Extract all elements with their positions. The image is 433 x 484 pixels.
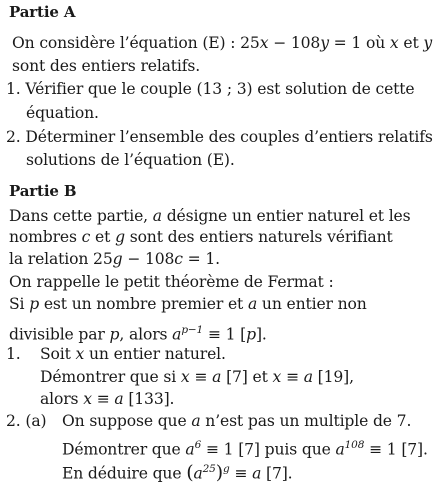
- text: ].: [255, 325, 267, 344]
- var-a: a: [303, 368, 313, 386]
- partie-b-question-2a-number: 2. (a): [6, 412, 47, 430]
- var-a: a: [193, 464, 203, 483]
- text: [19],: [312, 368, 354, 386]
- text: = 1.: [182, 250, 220, 268]
- var-a: a: [152, 207, 162, 225]
- paren: (: [186, 461, 194, 484]
- partie-b-line-2: [9, 227, 393, 247]
- text: un entier non: [257, 295, 367, 313]
- text: ≡ 1 [7] puis que: [201, 440, 336, 459]
- var-g: g: [112, 250, 123, 268]
- var-g: g: [115, 228, 125, 246]
- partie-a-intro-line-1: [12, 33, 432, 53]
- text: Soit: [40, 345, 76, 363]
- var-c: c: [174, 250, 183, 268]
- partie-b-line-6: [9, 320, 267, 345]
- exponent: 108: [344, 439, 365, 451]
- var-y: y: [423, 34, 433, 52]
- text: un entier naturel.: [84, 345, 226, 363]
- exponent: 6: [194, 439, 202, 451]
- partie-a-question-1: 1. Vérifier que le couple (13 ; 3) est solution de cette: [6, 80, 415, 98]
- var-a: a: [191, 412, 201, 430]
- text: Démontrer que si: [40, 368, 181, 386]
- text: alors: [40, 390, 84, 408]
- partie-b-question-2a-line-2: [62, 435, 428, 460]
- partie-a-heading: Partie A: [9, 3, 76, 21]
- var-x: x: [75, 345, 85, 363]
- text: ≡: [281, 368, 304, 386]
- text: − 108: [122, 250, 175, 268]
- text: ≡ 1 [: [203, 325, 247, 344]
- var-a: a: [172, 325, 182, 344]
- text: [7].: [261, 464, 293, 483]
- text: En déduire que: [62, 464, 187, 483]
- partie-a-question-1-cont: équation.: [26, 104, 99, 122]
- text: [7] et: [221, 368, 273, 386]
- partie-b-question-2a-line-3: [62, 459, 293, 484]
- var-x: x: [180, 368, 190, 386]
- partie-a-question-2: 2. Déterminer l’ensemble des couples d’entiers relatifs: [6, 128, 433, 146]
- text: ≡: [229, 464, 253, 483]
- var-a: a: [335, 440, 345, 459]
- partie-a-intro-line-2: sont des entiers relatifs.: [12, 57, 201, 75]
- partie-b-line-4: On rappelle le petit théorème de Fermat :: [9, 273, 334, 291]
- var-p: p: [109, 325, 120, 344]
- text: ≡: [91, 390, 115, 408]
- partie-b-line-5: [9, 294, 367, 314]
- text: et: [90, 228, 116, 246]
- text: Si: [9, 295, 30, 313]
- var-x: x: [272, 368, 282, 386]
- text: Démontrer que: [62, 440, 186, 459]
- var-a: a: [252, 464, 262, 483]
- var-p: p: [246, 325, 256, 344]
- text: n’est pas un multiple de 7.: [200, 412, 412, 430]
- var-x: x: [259, 34, 269, 52]
- partie-b-heading: Partie B: [9, 182, 77, 200]
- text: On considère l’équation (E) : 25: [12, 34, 260, 52]
- partie-b-line-1: [9, 206, 411, 226]
- text: la relation 25: [9, 250, 113, 268]
- text: ≡: [189, 368, 213, 386]
- text: = 1 où: [328, 34, 390, 52]
- partie-b-question-1-line-3: [40, 389, 174, 409]
- exponent: p−1: [181, 324, 204, 336]
- text: Dans cette partie,: [9, 207, 153, 225]
- var-x: x: [389, 34, 399, 52]
- partie-b-line-3: [9, 249, 220, 269]
- partie-a-question-2-cont: solutions de l’équation (E).: [26, 151, 235, 169]
- text: nombres: [9, 228, 82, 246]
- partie-b-question-1-number: 1.: [6, 345, 21, 363]
- text: [133].: [123, 390, 175, 408]
- var-a: a: [212, 368, 222, 386]
- var-c: c: [81, 228, 91, 246]
- partie-b-question-1-line-2: [40, 367, 354, 387]
- text: désigne un entier naturel et les: [161, 207, 411, 225]
- text: sont des entiers naturels vérifiant: [124, 228, 393, 246]
- exponent: g: [222, 463, 230, 475]
- partie-b-question-2a-line-1: [62, 411, 411, 431]
- text: ≡ 1 [7].: [364, 440, 428, 459]
- var-x: x: [83, 390, 92, 408]
- var-a: a: [114, 390, 124, 408]
- text: On suppose que: [62, 412, 192, 430]
- exponent: 25: [202, 463, 216, 475]
- text: et: [398, 34, 424, 52]
- var-p: p: [29, 295, 40, 313]
- var-y: y: [320, 34, 329, 52]
- var-a: a: [185, 440, 195, 459]
- paren: ): [215, 461, 223, 484]
- text: , alors: [119, 325, 173, 344]
- text: − 108: [268, 34, 321, 52]
- partie-b-question-1-line-1: [40, 344, 226, 364]
- text: est un nombre premier et: [39, 295, 248, 313]
- text: divisible par: [9, 325, 110, 344]
- var-a: a: [247, 295, 258, 313]
